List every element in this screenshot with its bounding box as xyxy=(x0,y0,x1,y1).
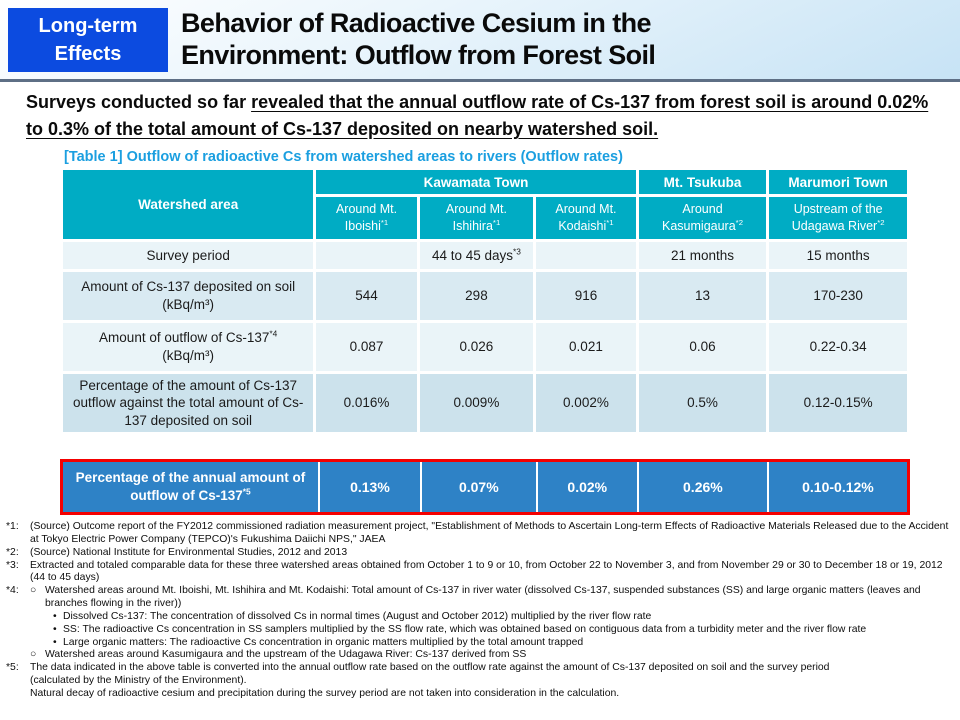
cell-deposit-ishihira: 298 xyxy=(420,272,534,320)
cell-deposit-kasumigaura: 13 xyxy=(639,272,767,320)
footnote-ref-icon: *1 xyxy=(380,217,389,227)
row-label-deposited xyxy=(63,272,313,320)
footnote-ref-icon: *4 xyxy=(269,328,278,339)
table-cell-empty xyxy=(536,242,635,269)
footnote-ref-icon: *5 xyxy=(242,486,251,497)
footnote-3-text: Extracted and totaled comparable data for these three watershed areas obtained from October 1 to 9 or 10, from October 22 to November 3, and from November 29 or 30 to December 18 or 19, 2012 (44 to 45 days) xyxy=(30,559,943,584)
intro-underlined-text: revealed that the annual outflow rate of Cs-137 from forest soil is around 0.02% to 0.3% of the total amount of Cs-137 deposited on nearby watershed soil. xyxy=(26,92,929,139)
footnote-4-circle-2-text: Watershed areas around Kasumigaura and the upstream of the Udagawa River: Cs-137 derived from SS xyxy=(45,649,527,661)
header-sub-udagawa-text: Upstream of the Udagawa River xyxy=(791,202,883,233)
cell-outflow-kasumigaura: 0.06 xyxy=(639,323,767,371)
dot-bullet-icon: • xyxy=(53,623,57,635)
circle-bullet-icon: ○ xyxy=(30,649,37,661)
footnote-4-circle1-text: Watershed areas around Mt. Iboishi, Mt. Ishihira and Mt. Kodaishi: Total amount of Cs-137 in river water (dissolved Cs-137, suspended substances (SS) and large organic matters (leaves and branches flowing in the river)) xyxy=(45,585,921,610)
cell-annual-ishihira: 0.07% xyxy=(420,462,536,512)
cell-survey-kasumigaura: 21 months xyxy=(639,242,767,269)
footnote-2 xyxy=(6,547,956,560)
footnote-5-line3: Natural decay of radioactive cesium and precipitation during the survey period are not taken into consideration in the calculation. xyxy=(30,687,620,699)
cell-outflow-iboishi: 0.087 xyxy=(316,323,416,371)
cell-outflow-kodaishi: 0.021 xyxy=(536,323,635,371)
row-label-outflow xyxy=(63,323,313,371)
row-label-survey-period: Survey period xyxy=(63,242,313,269)
summary-row-label xyxy=(63,462,318,512)
cell-percent-iboishi: 0.016% xyxy=(316,374,416,432)
cell-deposit-iboishi: 544 xyxy=(316,272,416,320)
summary-row-label-text: Percentage of the annual amount of outflow of Cs-137 xyxy=(75,470,306,503)
footnote-1-text: (Source) Outcome report of the FY2012 commissioned radiation measurement project, "Establishment of Methods to Ascertain Long-term Effects of Radioactive Materials Released due to the Accident at Tokyo Electric Power Company (TEPCO)'s Fukushima Daiichi NPS," JAEA xyxy=(30,521,949,545)
header-watershed-area: Watershed area xyxy=(63,170,313,239)
header-sub-ishihira-text: Around Mt. Ishihira xyxy=(445,202,507,233)
footnote-3-marker: *3: xyxy=(6,559,19,571)
intro-normal-text: Surveys conducted so far xyxy=(26,92,252,112)
dot-bullet-icon: • xyxy=(53,636,57,648)
header-sub-kasumigaura xyxy=(639,197,767,239)
footnote-1-marker: *1: xyxy=(6,521,19,532)
footnote-ref-icon: *2 xyxy=(735,217,743,227)
header-sub-kodaishi-text: Around Mt. Kodaishi xyxy=(555,202,617,233)
annual-outflow-highlight-box xyxy=(60,459,910,515)
header-group-tsukuba: Mt. Tsukuba xyxy=(639,170,767,194)
header-sub-iboishi-text: Around Mt. Iboishi xyxy=(335,202,398,233)
footnote-4-bullet-3 xyxy=(53,637,956,650)
cell-annual-iboishi: 0.13% xyxy=(318,462,420,512)
badge-line2: Effects xyxy=(54,42,122,65)
watershed-table xyxy=(60,167,910,435)
header-sub-ishihira xyxy=(420,197,534,239)
footnote-4-bullet-1-text: Dissolved Cs-137: The concentration of dissolved Cs in normal times (August and October 2012) multiplied by the river flow rate xyxy=(63,610,652,622)
page-title-line2: Environment: Outflow from Forest Soil xyxy=(181,39,656,70)
footnote-ref-icon: *2 xyxy=(877,217,885,227)
header-group-kawamata: Kawamata Town xyxy=(316,170,635,194)
footnote-2-text: (Source) National Institute for Environmental Studies, 2012 and 2013 xyxy=(30,546,348,558)
annual-outflow-row xyxy=(63,462,907,512)
circle-bullet-icon: ○ xyxy=(30,585,37,597)
page-title xyxy=(181,8,655,71)
header-sub-udagawa xyxy=(769,197,907,239)
footnote-5-marker: *5: xyxy=(6,662,19,674)
footnote-5 xyxy=(6,662,956,675)
cell-percent-udagawa: 0.12-0.15% xyxy=(769,374,907,432)
cell-survey-days xyxy=(420,242,534,269)
footnote-1 xyxy=(6,521,956,547)
badge-line1: Long-term xyxy=(38,14,138,37)
page-title-line1: Behavior of Radioactive Cesium in the xyxy=(181,7,651,38)
cell-survey-days-text: 44 to 45 days xyxy=(431,247,514,263)
cell-percent-kodaishi: 0.002% xyxy=(536,374,635,432)
footnote-4-bullet-2 xyxy=(53,624,956,637)
cell-annual-udagawa: 0.10-0.12% xyxy=(767,462,907,512)
footnotes xyxy=(6,521,956,701)
cell-deposit-kodaishi: 916 xyxy=(536,272,635,320)
header-sub-iboishi xyxy=(316,197,416,239)
table-caption: [Table 1] Outflow of radioactive Cs from watershed areas to rivers (Outflow rates) xyxy=(64,149,623,165)
footnote-4 xyxy=(6,585,956,611)
footnote-4-bullet-3-text: Large organic matters: The radioactive Cs concentration in organic matters multiplied by the total amount trapped xyxy=(63,636,584,648)
row-label-deposited-text: Amount of Cs-137 deposited on soil xyxy=(81,279,296,295)
cell-outflow-udagawa: 0.22-0.34 xyxy=(769,323,907,371)
cell-annual-kasumigaura: 0.26% xyxy=(637,462,767,512)
footnote-ref-icon: *1 xyxy=(606,217,614,227)
footnote-ref-icon: *3 xyxy=(513,246,521,257)
footnote-5-line2: (calculated by the Ministry of the Environment). xyxy=(30,675,247,687)
cell-outflow-ishihira: 0.026 xyxy=(420,323,534,371)
row-label-outflow-unit: (kBq/m³) xyxy=(162,348,215,363)
header-sub-kodaishi xyxy=(536,197,635,239)
footnote-ref-icon: *1 xyxy=(492,217,501,227)
intro-statement xyxy=(26,89,934,143)
row-label-deposited-unit: (kBq/m³) xyxy=(162,297,215,312)
footnote-2-marker: *2: xyxy=(6,546,19,558)
cell-percent-kasumigaura: 0.5% xyxy=(639,374,767,432)
category-badge xyxy=(8,8,168,72)
footnote-3 xyxy=(6,560,956,586)
table-cell-empty xyxy=(316,242,416,269)
footnote-5-line1: The data indicated in the above table is converted into the annual outflow rate based on the outflow rate against the amount of Cs-137 deposited on soil and the survey period xyxy=(30,662,830,674)
row-label-outflow-text: Amount of outflow of Cs-137 xyxy=(99,330,270,346)
footnote-4-circle-2 xyxy=(30,649,956,662)
cell-annual-kodaishi: 0.02% xyxy=(536,462,637,512)
slide-header xyxy=(0,0,960,82)
footnote-4-bullet-2-text: SS: The radioactive Cs concentration in SS samplers multiplied by the SS flow rate, which was obtained based on contiguous data from a turbidity meter and the river flow rate xyxy=(63,623,867,635)
header-group-marumori: Marumori Town xyxy=(769,170,907,194)
cell-percent-ishihira: 0.009% xyxy=(420,374,534,432)
cell-deposit-udagawa: 170-230 xyxy=(769,272,907,320)
dot-bullet-icon: • xyxy=(53,610,57,622)
row-label-percentage: Percentage of the amount of Cs-137 outflow against the total amount of Cs-137 deposited on soil xyxy=(63,374,313,432)
header-sub-kasumigaura-text: Around Kasumigaura xyxy=(662,202,736,233)
footnote-4-marker: *4: xyxy=(6,585,19,597)
cell-survey-udagawa: 15 months xyxy=(769,242,907,269)
footnote-4-bullet-1 xyxy=(53,611,956,624)
